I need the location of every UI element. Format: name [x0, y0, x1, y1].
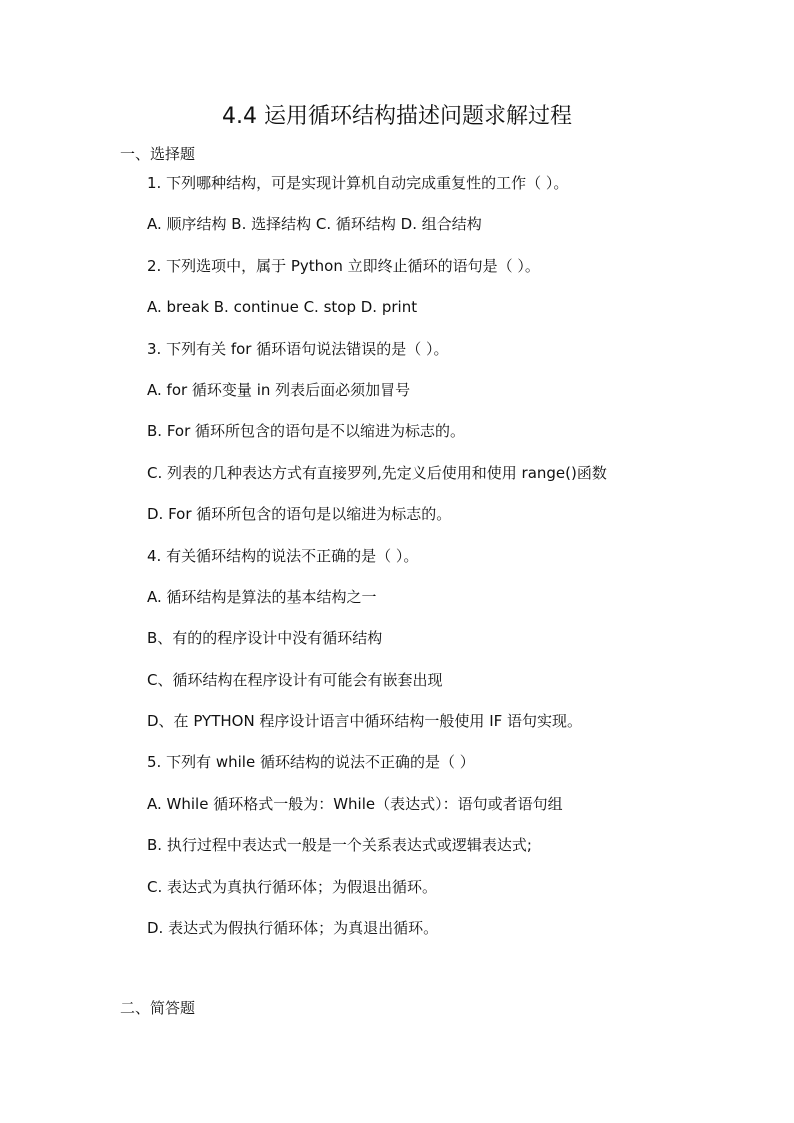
section-heading-short-answer: 二、简答题 — [120, 999, 196, 1017]
answer-line: D. 表达式为假执行循环体；为真退出循环。 — [147, 919, 439, 938]
question-line: 2. 下列选项中，属于 Python 立即终止循环的语句是（ ）。 — [147, 256, 540, 275]
answer-line: A. break B. continue C. stop D. print — [147, 298, 418, 317]
question-line: 1. 下列哪种结构，可是实现计算机自动完成重复性的工作（ ）。 — [147, 174, 569, 192]
answer-line: C、循环结构在程序设计有可能会有嵌套出现 — [147, 670, 443, 689]
answer-line: B. For 循环所包含的语句是不以缩进为标志的。 — [147, 422, 466, 441]
answer-line: B、有的的程序设计中没有循环结构 — [147, 629, 383, 648]
question-list — [147, 171, 767, 957]
answer-line: A. for 循环变量 in 列表后面必须加冒号 — [147, 380, 411, 399]
answer-line: A. 顺序结构 B. 选择结构 C. 循环结构 D. 组合结构 — [147, 215, 482, 234]
page-title: 4.4 运用循环结构描述问题求解过程 — [222, 104, 572, 129]
section-heading-choice: 一、选择题 — [120, 145, 196, 163]
answer-line: D、在 PYTHON 程序设计语言中循环结构一般使用 IF 语句实现。 — [147, 712, 583, 731]
answer-line: A. 循环结构是算法的基本结构之一 — [147, 587, 377, 606]
answer-line: C. 表达式为真执行循环体；为假退出循环。 — [147, 877, 438, 896]
answer-line: B. 执行过程中表达式一般是一个关系表达式或逻辑表达式; — [147, 836, 532, 855]
question-line: 3. 下列有关 for 循环语句说法错误的是（ ）。 — [147, 339, 449, 358]
answer-line: A. While 循环格式一般为：While（表达式）：语句或者语句组 — [147, 794, 563, 813]
question-line: 5. 下列有 while 循环结构的说法不正确的是（ ） — [147, 753, 475, 772]
question-line: 4. 有关循环结构的说法不正确的是（ ）。 — [147, 546, 419, 565]
answer-line: D. For 循环所包含的语句是以缩进为标志的。 — [147, 505, 452, 524]
answer-line: C. 列表的几种表达方式有直接罗列,先定义后使用和使用 range()函数 — [147, 463, 607, 482]
